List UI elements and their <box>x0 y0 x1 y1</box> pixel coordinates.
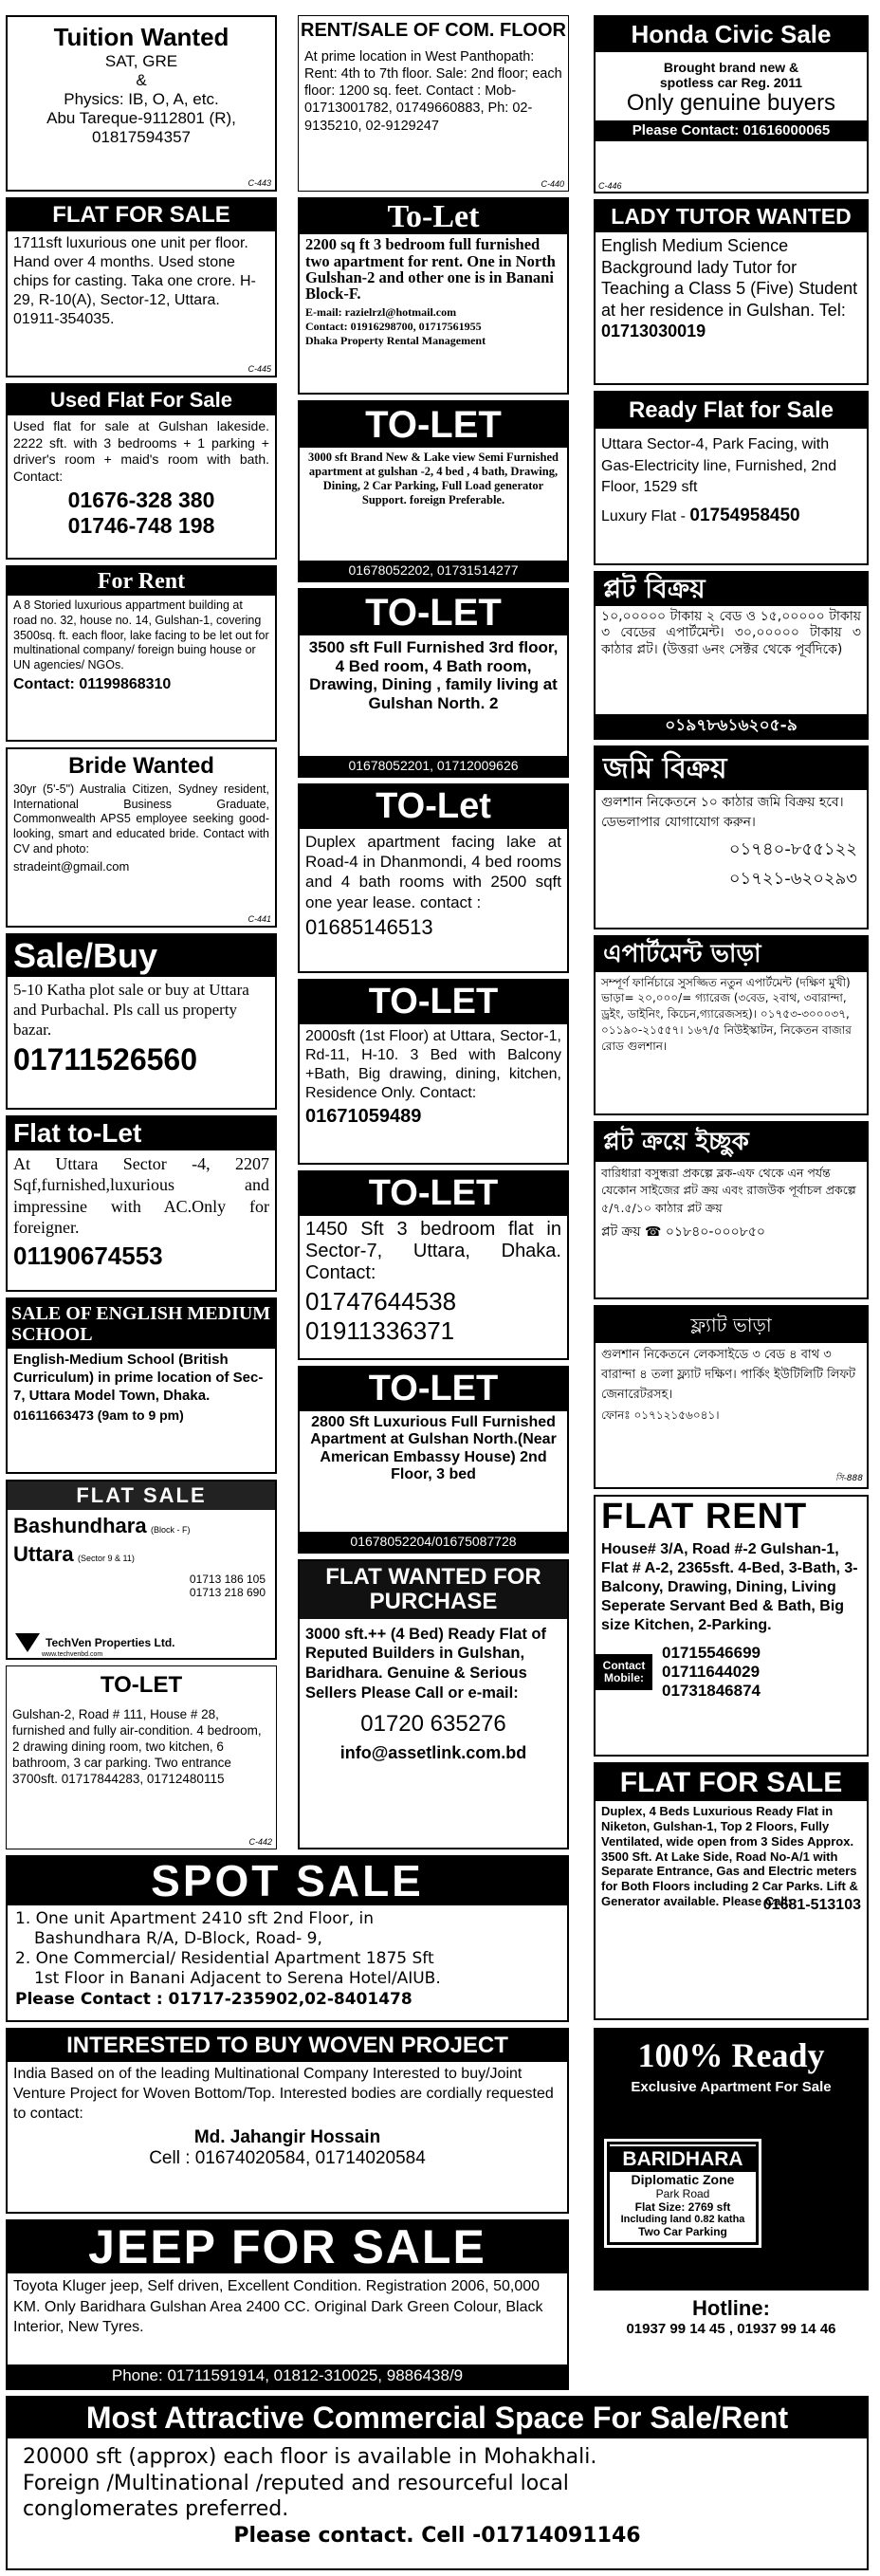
ad-text: গুলশান নিকেতনে ১০ কাঠার জমি বিক্রয় হবে। ডেভলাপার যোগাযোগ করুন। <box>601 795 844 830</box>
ad-text: Gulshan-2, Road # 111, House # 28, furnished and fully air-condition. 4 bedroom, 2 drawing dining room, two kitchen, 6 bathroom, 3 car parking. Two entrance 3700sft. 01717844283, 01712480115 <box>12 1707 262 1786</box>
ad-tuition-wanted <box>6 15 277 192</box>
ad-sale-english-school <box>6 1297 277 1474</box>
ad-title: FLAT SALE <box>8 1481 275 1510</box>
ad-code: C-446 <box>598 181 622 191</box>
ad-plot-buy-bn <box>594 1121 869 1299</box>
ad-text: Duplex apartment facing lake at Road-4 in Dhanmondi, 4 bed rooms and 4 bath rooms with 2500 sqft one year lease. contact : <box>305 832 561 911</box>
ad-rent-com-floor <box>298 15 569 192</box>
ad-contact: Contact: 01199868310 <box>13 675 172 692</box>
ad-jeep-for-sale <box>6 2219 569 2390</box>
ad-land: Including land 0.82 katha <box>620 2214 745 2226</box>
ad-title: Tuition Wanted <box>53 23 229 51</box>
ad-text: 3000 sft.++ (4 Bed) Ready Flat of Reputed Builders in Gulshan, Baridhara. Genuine & Serious Sellers Please Call or e-mail: <box>305 1625 547 1702</box>
ad-line: Physics: IB, O, A, etc. <box>64 90 219 108</box>
ad-tolet-gulshan-lakeview <box>298 400 569 582</box>
ad-text: English Medium Science Background lady Tutor for Teaching a Class 5 (Five) Student at her residence in Gulshan. Tel: <box>601 236 858 320</box>
ad-title: For Rent <box>8 567 275 596</box>
ad-phone: প্লট ক্রয় ☎ ০১৮৪০-০০০৮৫০ <box>601 1224 766 1240</box>
ad-title: Sale/Buy <box>8 935 275 977</box>
ad-tolet-uttara-sector7 <box>298 1170 569 1360</box>
ad-text: 3000 sft Brand New & Lake view Semi Furnished apartment at gulshan -2, 4 bed , 4 bath, Drawing, Dining, 2 Car Parking, Full Load generator Support. foreign Preferable. <box>308 451 559 506</box>
ad-title: TO-LET <box>300 1172 567 1216</box>
ad-text: India Based on of the leading Multinational Company Interested to buy/Joint Venture Project for Woven Bottom/Top. Interested bodies are cordially requested to contact: <box>13 2066 554 2122</box>
ad-code: C-440 <box>541 179 564 189</box>
ad-company: TechVen Properties Ltd. <box>46 1636 175 1649</box>
ad-title: FLAT RENT <box>601 1497 808 1536</box>
ad-title: JEEP FOR SALE <box>8 2221 567 2273</box>
ad-tolet-gulshan-small <box>6 1665 277 1849</box>
ad-phone: 01711644029 <box>662 1663 761 1681</box>
ad-contact: Please Contact : 01717-235902,02-8401478 <box>15 1989 412 2009</box>
ad-bride-wanted <box>6 747 277 928</box>
ad-baridhara-ready <box>594 2028 869 2346</box>
ad-commercial-space <box>6 2396 869 2570</box>
ad-phone: 01678052202, 01731514277 <box>300 561 567 580</box>
ad-flat-wanted-purchase <box>298 1559 569 1849</box>
ad-text: 1450 Sft 3 bedroom flat in Sector-7, Uttara, Dhaka. Contact: <box>305 1218 561 1283</box>
ad-code: C-445 <box>248 364 271 374</box>
ad-tolet-gulshan-north <box>298 1366 569 1554</box>
ad-tolet-dhanmondi <box>298 783 569 973</box>
ad-title: FLAT FOR SALE <box>8 199 275 231</box>
ad-phone: 01711526560 <box>13 1042 197 1077</box>
ad-phone: 01911336371 <box>305 1316 455 1345</box>
ad-location: Bashundhara <box>13 1514 147 1538</box>
ad-used-flat <box>6 383 277 560</box>
ad-code: C-443 <box>248 178 271 188</box>
ad-woven-project <box>6 2028 569 2214</box>
ad-title: Bride Wanted <box>68 753 214 779</box>
ad-title: Used Flat For Sale <box>8 385 275 415</box>
ad-for-rent-gulshan <box>6 565 277 742</box>
ad-title: TO-LET <box>300 1368 567 1411</box>
ad-phone: 01190674553 <box>13 1241 163 1270</box>
ad-phone: Phone: 01711591914, 01812-310025, 9886438/9 <box>8 2364 567 2388</box>
ad-text: 2000sft (1st Floor) at Uttara, Sector-1, Rd-11, H-10. 3 Bed with Balcony +Bath, Big drawing, dining, kitchen, Residence Only. Contact: <box>305 1027 561 1101</box>
ad-text: 1711sft luxurious one unit per floor. Hand over 4 months. Used stone chips for casting. Taka one crore. H-29, R-10(A), Sector-12, Uttara. 01911-354035. <box>13 235 256 328</box>
ad-title: প্লট ক্রয়ে ইচ্ছুক <box>596 1123 867 1162</box>
ad-hotline-label: Hotline: <box>692 2296 770 2320</box>
ad-tolet-dhaka-property <box>298 197 569 395</box>
ad-text: At prime location in West Panthopath: Rent: 4th to 7th floor. Sale: 2nd floor; each floor: 1200 sq. feet. Contact : Mob- 01713001782, 01749660883, Ph: 02-9135210, 02-9129247 <box>304 49 562 134</box>
ad-flat-for-sale-uttara <box>6 197 277 377</box>
ad-phone: ০১৭৪০-৮৫৫১২২ <box>728 839 857 859</box>
ad-title: INTERESTED TO BUY WOVEN PROJECT <box>8 2030 567 2062</box>
ad-phone: 01754958450 <box>689 505 800 525</box>
ad-text: English-Medium School (British Curriculum) in prime location of Sec-7, Uttara Model Town, Dhaka. <box>13 1352 264 1404</box>
ad-line: 1st Floor in Banani Adjacent to Serena Hotel/AIUB. <box>34 1969 441 1989</box>
ad-phone: ০১৭২১-৬২০২৯৩ <box>728 869 857 889</box>
ad-line: Only genuine buyers <box>626 89 836 116</box>
ad-body <box>596 232 867 345</box>
ad-phone: 01611663473 (9am to 9 pm) <box>13 1408 184 1424</box>
ad-land-sale-bn <box>594 745 869 929</box>
ad-contact: Please Contact: 01616000065 <box>596 120 867 142</box>
ad-line: 2. One Commercial/ Residential Apartment 1875 Sft <box>15 1949 434 1969</box>
ad-text: At Uttara Sector -4, 2207 Sqf,furnished,luxurious and impressine with AC.Only for foreigner. <box>13 1153 269 1238</box>
ad-line: Bashundhara R/A, D-Block, Road- 9, <box>34 1928 322 1948</box>
ad-title: TO-LET <box>100 1672 183 1698</box>
ad-phone: ০১৯৭৮৬১৬২০৫-৯ <box>596 714 867 738</box>
ad-phone: 01676-328 380 <box>67 488 215 513</box>
ad-text: 5-10 Katha plot sale or buy at Uttara and Purbachal. Pls call us property bazar. <box>13 980 249 1040</box>
ad-phone: 01685146513 <box>305 914 433 939</box>
ad-text: Uttara Sector-4, Park Facing, with Gas-Electricity line, Furnished, 2nd Floor, 1529 sft <box>601 436 837 496</box>
ad-phone: 01817594357 <box>91 128 191 146</box>
ad-code: C-442 <box>248 1837 272 1847</box>
ad-title: TO-Let <box>300 785 567 829</box>
ad-ready-flat-sale <box>594 391 869 565</box>
ad-text: House# 3/A, Road #-2 Gulshan-1, Flat # A-2, 2365sft. 4-Bed, 3-Bath, 3-Balcony, Drawing, Dining, Living Seperate Servant Bed & Bath, Big size Kitchen, 2-Parking. <box>601 1541 858 1633</box>
ad-title: SPOT SALE <box>8 1857 567 1905</box>
ad-text: ১০,০০০০০ টাকায় ২ বেড ও ১৫,০০০০০ টাকায় ৩ বেডের এপার্টমেন্ট। ৩০,০০০০০ টাকায় ৩ কাঠার প্লট। (উত্তরা ৬নং সেক্টর থেকে পূর্বদিকে) <box>601 608 861 657</box>
ad-zone: Diplomatic Zone <box>631 2172 735 2188</box>
ad-title: Most Attractive Commercial Space For Sale/Rent <box>8 2398 867 2438</box>
ad-line: conglomerates preferred. <box>23 2497 289 2522</box>
ad-title: প্লট বিক্রয় <box>596 573 867 606</box>
ad-label: Luxury Flat - <box>601 507 686 524</box>
ad-phone: 01731846874 <box>662 1682 761 1700</box>
ad-phone: 01713 186 105 <box>189 1573 266 1587</box>
ad-line: & <box>136 71 147 89</box>
ad-text: 3500 sft Full Furnished 3rd floor, 4 Bed room, 4 Bath room, Drawing, Dining , family living at Gulshan North. 2 <box>308 638 559 712</box>
ad-title: Honda Civic Sale <box>596 17 867 52</box>
ad-location: Uttara <box>13 1542 74 1567</box>
ad-flat-sale-techven <box>6 1480 277 1660</box>
ad-text: Used flat for sale at Gulshan lakeside. 2222 sft. with 3 bedrooms + 1 parking + driver's room + maid's room with bath. Contact: <box>13 418 269 484</box>
ad-spot-sale <box>6 1855 569 2022</box>
ad-text: গুলশান নিকেতনে লেকসাইডে ৩ বেড ৪ বাথ ৩ বারান্দা ৪ তলা ফ্ল্যাট দক্ষিণ। পার্কিং ইউটিলিটি লিফট জেনারেটরসহ। <box>601 1348 856 1402</box>
ad-honda-civic <box>594 15 869 193</box>
ad-phone: ফোনঃ ০১৭১২১৫৬০৪১। <box>601 1408 720 1423</box>
ad-phone: 01937 99 14 45 , 01937 99 14 46 <box>626 2321 836 2337</box>
ad-name: Md. Jahangir Hossain <box>193 2126 381 2147</box>
ad-tolet-uttara-sector1 <box>298 979 569 1165</box>
ad-email: E-mail: razielrzl@hotmail.com <box>305 304 457 319</box>
ad-apartment-rent-bn <box>594 935 869 1115</box>
ad-phone: 01720 635276 <box>360 1711 506 1738</box>
ad-title: FLAT FOR SALE <box>596 1764 867 1801</box>
ad-contact: Contact: 01916298700, 01717561955 <box>305 319 482 333</box>
ad-title: SALE OF ENGLISH MEDIUM SCHOOL <box>8 1299 275 1349</box>
ad-title: RENT/SALE OF COM. FLOOR <box>301 20 566 41</box>
ad-location-note: (Block - F) <box>151 1525 191 1536</box>
ad-website: www.techvenbd.com <box>42 1651 103 1658</box>
ad-line: 20000 sft (approx) each floor is available in Mohakhali. <box>23 2445 597 2470</box>
ad-area: BARIDHARA <box>610 2146 756 2172</box>
ad-location-note: (Sector 9 & 11) <box>78 1554 135 1564</box>
ad-title: To-Let <box>300 199 567 234</box>
ad-parking: Two Car Parking <box>638 2225 727 2239</box>
ad-title: FLAT WANTED FOR PURCHASE <box>300 1561 567 1619</box>
ad-email: info@assetlink.com.bd <box>339 1743 527 1763</box>
ad-phone: 01746-748 198 <box>67 513 215 539</box>
ad-phone: 01678052201, 01712009626 <box>300 756 567 776</box>
ad-code: C-441 <box>248 914 271 924</box>
ad-sale-buy <box>6 933 277 1110</box>
ad-text: A 8 Storied luxurious appartment building at road no. 32, house no. 14, Gulshan-1, covering 3500sq. ft. each floor, lake facing to be let out for multinational company/ foreign buing house or UN agencies/ NGOs. <box>13 598 269 672</box>
ad-road: Park Road <box>655 2187 710 2201</box>
ad-title: TO-LET <box>300 590 567 635</box>
ad-title: এপার্টমেন্ট ভাড়া <box>596 937 867 972</box>
ad-company: Dhaka Property Rental Management <box>305 333 486 347</box>
ad-phone: 01715546699 <box>662 1644 761 1662</box>
ad-title: 100% Ready <box>637 2036 825 2074</box>
ad-phone: Cell : 01674020584, 01714020584 <box>149 2147 426 2168</box>
ad-phone: 01671059489 <box>305 1105 422 1127</box>
techven-logo-icon <box>15 1633 40 1652</box>
ad-line: Abu Tareque-9112801 (R), <box>46 109 236 127</box>
ad-email: stradeint@gmail.com <box>13 859 130 874</box>
ad-title: জমি বিক্রয় <box>596 747 867 790</box>
ad-size: Flat Size: 2769 sft <box>634 2200 731 2215</box>
ad-phone: 01681-513103 <box>762 1897 861 1914</box>
ad-flat-to-let <box>6 1115 277 1292</box>
ad-flat-for-sale-niketon <box>594 1762 869 2020</box>
ad-line: spotless car Reg. 2011 <box>659 74 803 90</box>
ad-line: SAT, GRE <box>104 52 178 70</box>
ad-title: Ready Flat for Sale <box>596 393 867 429</box>
ad-line: 1. One unit Apartment 2410 sft 2nd Floor, in <box>15 1908 375 1928</box>
ad-plot-sale-bn <box>594 571 869 740</box>
ad-text: বারিধারা বসুন্ধরা প্রকল্পে ব্লক-এফ থেকে এন পর্যন্ত যেকোন সাইজের প্লট ক্রয় এবং রাজউক পূর্বাচল প্রকল্পে ৫/৭.৫/১০ কাঠার প্লট ক্রয় <box>601 1165 856 1216</box>
ad-flat-rent-bn <box>594 1305 869 1489</box>
ad-title: ফ্ল্যাট ভাড়া <box>596 1307 867 1343</box>
ad-phone: 01713030019 <box>601 322 706 341</box>
ad-phone: 01747644538 <box>305 1286 457 1316</box>
ad-line: Brought brand new & <box>663 59 799 75</box>
ad-code: সি-888 <box>835 1474 863 1483</box>
ad-text: 2200 sq ft 3 bedroom full furnished two apartment for rent. One in North Gulshan-2 and other one is in Banani Block-F. <box>305 235 556 304</box>
ad-phone: 01678052204/01675087728 <box>300 1532 567 1552</box>
ad-flat-rent-gulshan <box>594 1495 869 1757</box>
ad-contact: Please contact. Cell -01714091146 <box>233 2523 641 2548</box>
ad-line: Foreign /Multinational /reputed and resourceful local <box>23 2471 569 2495</box>
ad-text: 30yr (5'-5") Australia Citizen, Sydney resident, International Business Graduate, Commonwealth APS5 employee seeking good-looking, smart and educated bride. Contact with CV and photo: <box>13 782 269 856</box>
ad-title: TO-LET <box>300 402 567 448</box>
ad-text: 2800 Sft Luxurious Full Furnished Apartment at Gulshan North.(Near American Embassy House) 2nd Floor, 3 bed <box>310 1413 557 1482</box>
ad-title: Flat to-Let <box>8 1117 275 1150</box>
ad-text: Toyota Kluger jeep, Self driven, Excellent Condition. Registration 2006, 50,000 KM. Only Baridhara Gulshan Area 2400 CC. Original Dark Green Colour, Black Interior, New Tyres. <box>13 2278 543 2336</box>
ad-text: Duplex, 4 Beds Luxurious Ready Flat in Niketon, Gulshan-1, Top 2 Floors, Fully Ventilated, wide open from 3 Sides Approx. 3500 Sft. At Lake Side, Road No-A/1 with Separate Entrance, Gas and Electric meters for Both Floors including 2 Car Parks. Lift & Generator available. Please Call: <box>601 1804 858 1909</box>
ad-contact-label: Contact Mobile: <box>596 1654 652 1690</box>
ad-lady-tutor <box>594 199 869 385</box>
ad-title: LADY TUTOR WANTED <box>596 201 867 232</box>
ad-text: সম্পূর্ণ ফার্নিচারে সুসজ্জিত নতুন এপার্টমেন্ট (দক্ষিণ মুখী) ভাড়া= ২০,০০০/= গ্যারেজ (৩বেড, ২বাথ, ৩বারান্দা, ড্রইং, ডাইনিং, কিচেন,গ্যারেজসহ)। ০১৭৫৩-৩০০০৩৭, ০১১৯০-২১৫৫৭। ১৬৭/৫ নিউইস্কাটন, নিকেতন বাজার রোড গুলশান। <box>601 975 852 1053</box>
ad-title: TO-LET <box>300 981 567 1024</box>
ad-subtitle: Exclusive Apartment For Sale <box>631 2079 832 2095</box>
ad-phone: 01713 218 690 <box>189 1586 266 1600</box>
ad-tolet-3500 <box>298 588 569 778</box>
